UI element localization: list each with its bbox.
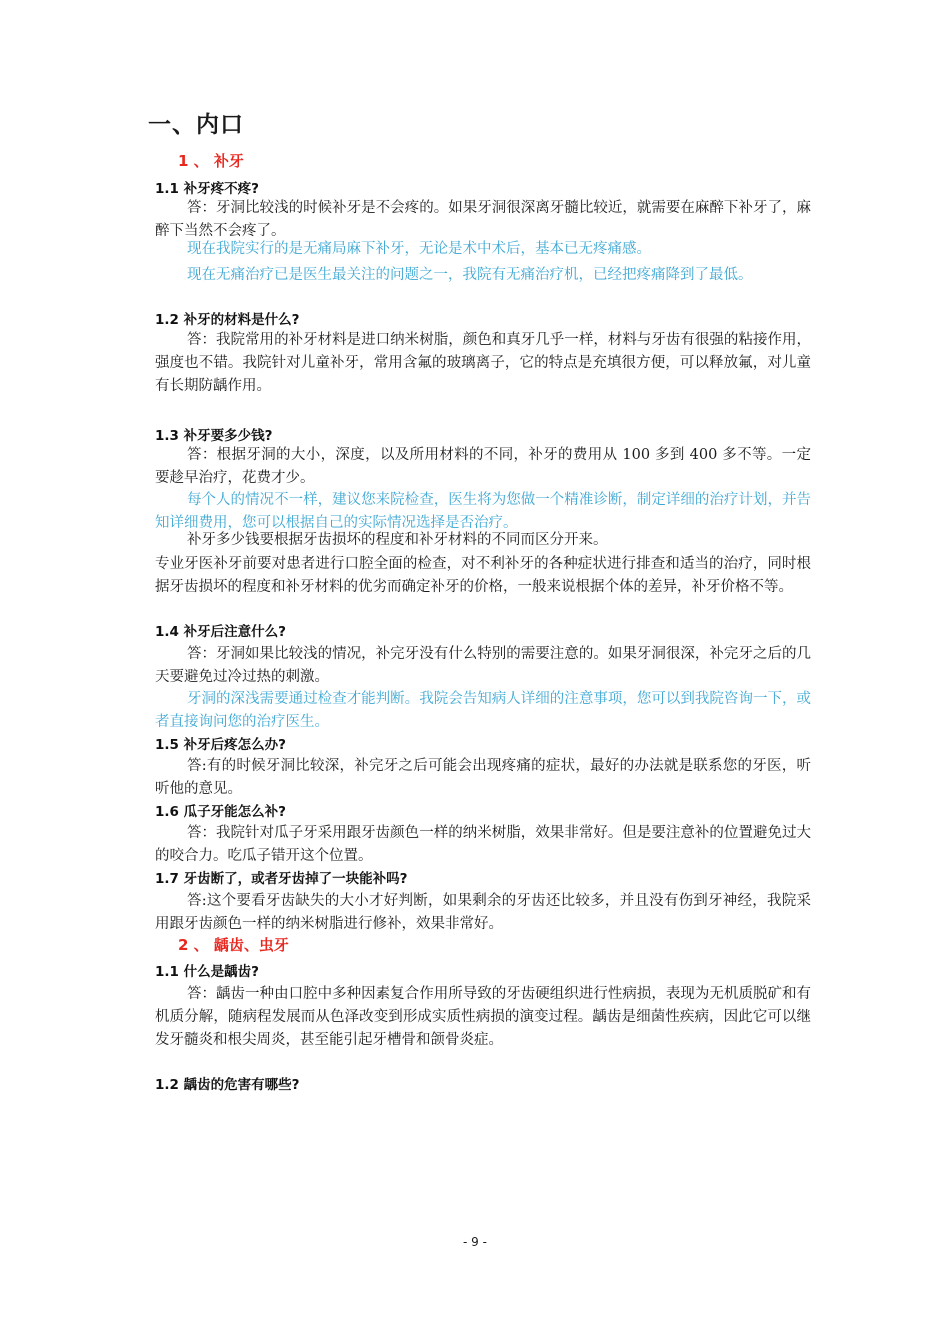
question-1-5: 1.5 补牙后疼怎么办? (155, 737, 286, 753)
question-2-1: 1.1 什么是龋齿? (155, 964, 259, 980)
answer-1-6: 答：我院针对瓜子牙采用跟牙齿颜色一样的纳米树脂，效果非常好。但是要注意补的位置避免过大的咬合力。吃瓜子错开这个位置。 (155, 825, 811, 864)
note-1-1b: 现在无痛治疗已是医生最关注的问题之一，我院有无痛治疗机，已经把疼痛降到了最低。 (187, 267, 753, 283)
answer-1-1: 答：牙洞比较浅的时候补牙是不会疼的。如果牙洞很深离牙髓比较近，就需要在麻醉下补牙了，麻醉下当然不会疼了。 (155, 200, 811, 239)
question-1-6: 1.6 瓜子牙能怎么补? (155, 804, 286, 820)
chapter-heading: 一、内口 (148, 112, 244, 138)
page-number: - 9 - (463, 1235, 487, 1249)
note-1-3: 每个人的情况不一样，建议您来院检查，医生将为您做一个精准诊断，制定详细的治疗计划，并告知详细费用，您可以根据自己的实际情况选择是否治疗。 (155, 492, 811, 531)
section-title-caries: 2 、 龋齿、虫牙 (178, 936, 289, 954)
answer-2-1: 答：龋齿一种由口腔中多种因素复合作用所导致的牙齿硬组织进行性病损，表现为无机质脱矿和有机质分解，随病程发展而从色泽改变到形成实质性病损的演变过程。龋齿是细菌性疾病，因此它可以继发牙髓炎和根尖周炎，甚至能引起牙槽骨和颌骨炎症。 (155, 986, 811, 1048)
section-title-fill: 1 、 补牙 (178, 152, 244, 170)
question-1-7: 1.7 牙齿断了，或者牙齿掉了一块能补吗? (155, 871, 408, 887)
question-1-1: 1.1 补牙疼不疼? (155, 181, 259, 197)
question-1-4: 1.4 补牙后注意什么? (155, 624, 286, 640)
answer-1-7: 答:这个要看牙齿缺失的大小才好判断，如果剩余的牙齿还比较多，并且没有伤到牙神经，我院采用跟牙齿颜色一样的纳米树脂进行修补，效果非常好。 (155, 893, 811, 932)
extra-1-3a: 补牙多少钱要根据牙齿损坏的程度和补牙材料的不同而区分开来。 (187, 532, 608, 548)
question-1-2: 1.2 补牙的材料是什么? (155, 312, 300, 328)
question-1-3: 1.3 补牙要多少钱? (155, 428, 273, 444)
answer-1-5: 答:有的时候牙洞比较深，补完牙之后可能会出现疼痛的症状，最好的办法就是联系您的牙医，听听他的意见。 (155, 758, 811, 797)
answer-1-4: 答：牙洞如果比较浅的情况，补完牙没有什么特别的需要注意的。如果牙洞很深，补完牙之后的几天要避免过冷过热的刺激。 (155, 646, 811, 685)
note-1-4: 牙洞的深浅需要通过检查才能判断。我院会告知病人详细的注意事项，您可以到我院咨询一下，或者直接询问您的治疗医生。 (155, 691, 811, 730)
answer-1-2: 答：我院常用的补牙材料是进口纳米树脂，颜色和真牙几乎一样，材料与牙齿有很强的粘接作用，强度也不错。我院针对儿童补牙，常用含氟的玻璃离子，它的特点是充填很方便，可以释放氟，对儿童有长期防龋作用。 (155, 332, 811, 394)
note-1-1a: 现在我院实行的是无痛局麻下补牙，无论是术中术后，基本已无疼痛感。 (187, 241, 651, 257)
question-2-2: 1.2 龋齿的危害有哪些? (155, 1077, 300, 1093)
extra-1-3b: 专业牙医补牙前要对患者进行口腔全面的检查，对不利补牙的各种症状进行排查和适当的治疗，同时根据牙齿损坏的程度和补牙材料的优劣而确定补牙的价格，一般来说根据个体的差异，补牙价格不等。 (155, 556, 811, 595)
answer-1-3: 答：根据牙洞的大小，深度，以及所用材料的不同，补牙的费用从 100 多到 400 多不等。一定要趁早治疗，花费才少。 (155, 447, 811, 486)
